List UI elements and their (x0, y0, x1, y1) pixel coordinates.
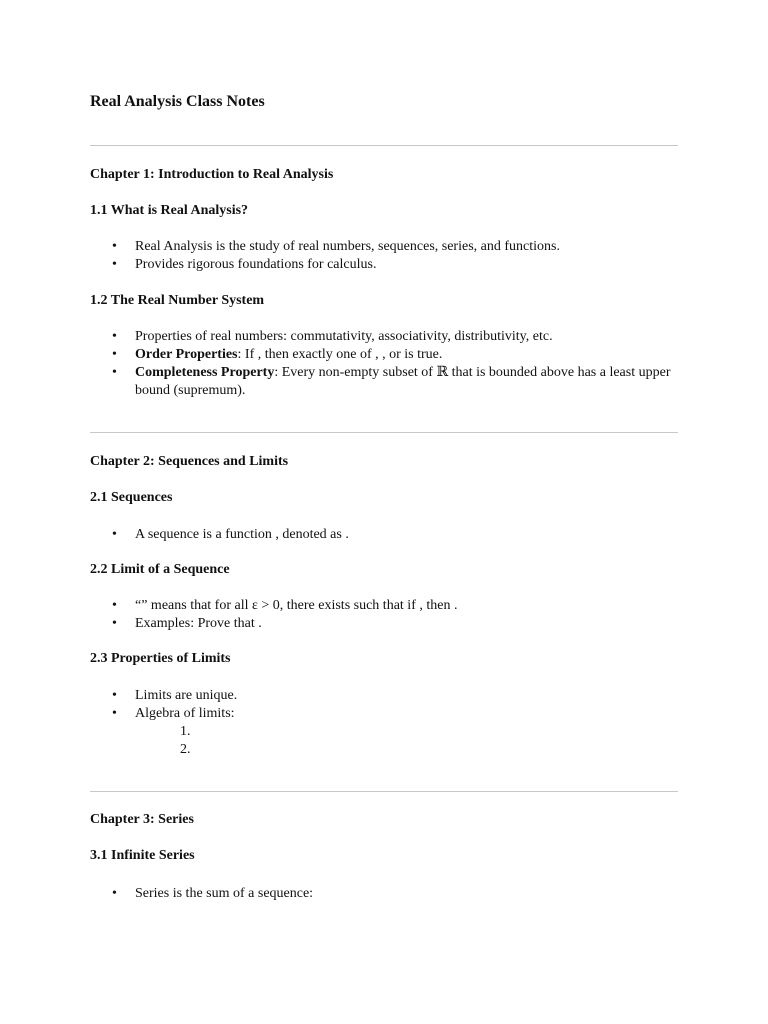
order-properties-text: : If , then exactly one of , , or is true. (237, 347, 443, 362)
list-item (90, 364, 678, 400)
order-properties-label: Order Properties (135, 347, 238, 362)
section-2-1-list (90, 526, 678, 544)
algebra-of-limits-text: Algebra of limits: (135, 706, 235, 721)
section-1-1-list (90, 238, 678, 274)
section-1-2-heading: 1.2 The Real Number System (90, 293, 265, 308)
list-item (90, 346, 678, 364)
section-3-1-heading: 3.1 Infinite Series (90, 848, 195, 863)
divider (90, 432, 678, 433)
list-item: • Provides rigorous foundations for calculus. (90, 256, 678, 274)
section-2-2-list (90, 597, 678, 633)
list-item: • Examples: Prove that . (90, 615, 678, 633)
list-item: • A sequence is a function , denoted as . (90, 526, 678, 544)
section-1-2-list (90, 328, 678, 400)
section-2-3-list (90, 687, 678, 759)
section-1-1-heading: 1.1 What is Real Analysis? (90, 203, 249, 218)
section-2-2-heading: 2.2 Limit of a Sequence (90, 562, 230, 577)
list-item: • Real Analysis is the study of real numbers, sequences, series, and functions. (90, 238, 678, 256)
numbered-item: 1. (180, 724, 191, 739)
section-3-1-list (90, 885, 678, 903)
list-item: • Limits are unique. (90, 687, 678, 705)
completeness-property-text: : Every non-empty subset of ℝ that is bounded above has a least upper bound (supremum). (135, 365, 671, 398)
chapter-2-heading: Chapter 2: Sequences and Limits (90, 454, 289, 469)
document-title: Real Analysis Class Notes (90, 93, 265, 110)
list-item (90, 705, 678, 759)
numbered-list (135, 723, 678, 759)
list-item: • “” means that for all ε > 0, there exists such that if , then . (90, 597, 678, 615)
chapter-1-heading: Chapter 1: Introduction to Real Analysis (90, 167, 334, 182)
divider (90, 145, 678, 146)
section-2-3-heading: 2.3 Properties of Limits (90, 651, 231, 666)
list-item: • Properties of real numbers: commutativity, associativity, distributivity, etc. (90, 328, 678, 346)
section-2-1-heading: 2.1 Sequences (90, 490, 173, 505)
divider (90, 791, 678, 792)
numbered-item: 2. (180, 742, 191, 757)
completeness-property-label: Completeness Property (135, 365, 275, 380)
list-item: • Series is the sum of a sequence: (90, 885, 678, 903)
chapter-3-heading: Chapter 3: Series (90, 812, 194, 827)
